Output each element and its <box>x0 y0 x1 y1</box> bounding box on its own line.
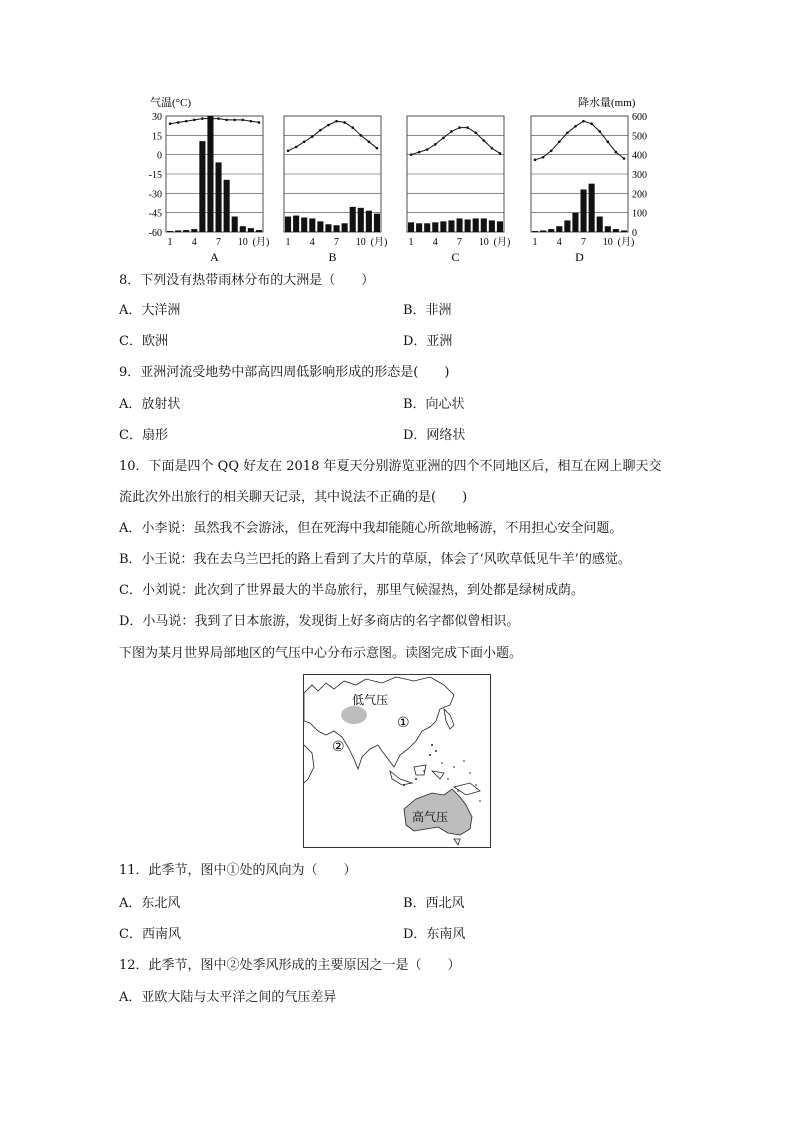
temperature-point <box>582 120 585 123</box>
month-tick-label: 10 <box>602 237 613 248</box>
month-tick-label: 4 <box>191 237 197 248</box>
temperature-point <box>209 117 212 120</box>
temperature-point <box>303 140 306 143</box>
japan-islands <box>444 709 454 729</box>
temperature-point <box>442 137 445 140</box>
month-tick-label: 10 <box>478 237 489 248</box>
precip-bar <box>597 217 603 232</box>
temperature-line <box>288 121 377 151</box>
temperature-point <box>474 131 477 134</box>
temperature-point <box>376 147 379 150</box>
temperature-point <box>491 147 494 150</box>
pressure-map <box>303 674 491 848</box>
precip-bar <box>199 141 205 232</box>
q8-option-d[interactable]: D．亚洲 <box>403 334 453 349</box>
precip-tick-label: 200 <box>632 189 647 201</box>
temperature-line <box>170 119 259 124</box>
month-tick-label: (月) <box>252 237 270 248</box>
q12-option-a[interactable]: A．亚欧大陆与太平洋之间的气压差异 <box>119 990 337 1005</box>
temp-tick-label: -45 <box>148 208 162 220</box>
precip-bar <box>207 116 213 232</box>
precip-bar <box>342 223 348 232</box>
temperature-point <box>368 140 371 143</box>
precip-tick-label: 600 <box>632 112 647 123</box>
month-tick-label: 10 <box>355 237 366 248</box>
temperature-point <box>233 119 236 122</box>
tasmania <box>454 839 460 845</box>
question-8-stem: 8．下列没有热带雨林分布的大洲是（ ） <box>119 273 375 288</box>
q11-option-a[interactable]: A．东北风 <box>119 896 181 911</box>
low-pressure-area <box>341 706 367 724</box>
temperature-point <box>466 126 469 129</box>
precip-bar <box>216 162 222 232</box>
q10-option-b[interactable]: B．小王说：我在去乌兰巴托的路上看到了大片的草原，体会了‘风吹草低见牛羊’的感觉。 <box>119 552 631 567</box>
precip-bar <box>183 230 189 232</box>
precip-bar <box>440 221 446 232</box>
temperature-point <box>319 129 322 132</box>
precip-tick-label: 300 <box>632 170 647 181</box>
temperature-point <box>343 121 346 124</box>
temperature-point <box>295 146 298 149</box>
temperature-point <box>250 120 253 123</box>
right-axis-label: 降水量(mm) <box>578 97 636 109</box>
temp-tick-label: -30 <box>148 189 162 201</box>
precip-bar <box>256 230 262 232</box>
precip-bar <box>325 224 331 232</box>
marker-2: ② <box>332 740 345 755</box>
temp-tick-label: -60 <box>148 228 162 239</box>
temperature-line <box>411 128 500 155</box>
precip-bar <box>285 217 291 232</box>
chart-label: C <box>451 250 460 264</box>
q9-option-b[interactable]: B．向心状 <box>403 397 465 412</box>
temperature-point <box>606 140 609 143</box>
q11-option-c[interactable]: C．西南风 <box>119 927 181 942</box>
temperature-point <box>434 143 437 146</box>
temperature-point <box>311 135 314 138</box>
precip-bar <box>613 229 619 232</box>
map-intro-text: 下图为某月世界局部地区的气压中心分布示意图。读图完成下面小题。 <box>119 646 523 661</box>
precip-bar <box>497 221 503 232</box>
temperature-point <box>623 157 626 160</box>
precip-bar <box>432 222 438 232</box>
precipitation-axis <box>632 112 647 239</box>
marker-1: ① <box>397 716 410 731</box>
precip-tick-label: 100 <box>632 208 647 220</box>
precip-bar <box>605 226 611 232</box>
temperature-point <box>450 130 453 133</box>
temperature-point <box>351 126 354 129</box>
precip-tick-label: 400 <box>632 150 647 162</box>
q10-option-a[interactable]: A．小李说：虽然我不会游泳，但在死海中我却能随心所欲地畅游，不用担心安全问题。 <box>119 521 623 536</box>
month-tick-label: 7 <box>581 237 587 248</box>
q11-option-d[interactable]: D．东南风 <box>403 927 466 942</box>
month-tick-label: 4 <box>556 237 562 248</box>
left-axis-label: 气温(°C) <box>150 97 192 109</box>
month-tick-label: 1 <box>167 237 173 248</box>
month-tick-label: 7 <box>216 237 222 248</box>
precip-bar <box>489 220 495 232</box>
month-tick-label: 10 <box>237 237 248 248</box>
climate-chart-d <box>531 116 634 264</box>
question-10-stem-line-1: 10．下面是四个 QQ 好友在 2018 年夏天分别游览亚洲的四个不同地区后，相互在网上聊天交 <box>119 459 662 474</box>
month-tick-label: (月) <box>617 237 635 248</box>
precip-bar <box>309 218 315 232</box>
month-tick-label: 1 <box>532 237 538 248</box>
precip-bar <box>358 208 364 232</box>
question-9-stem: 9．亚洲河流受地势中部高四周低影响形成的形态是( ) <box>119 365 450 380</box>
temperature-point <box>558 140 561 143</box>
climate-chart-b <box>284 116 387 264</box>
temperature-point <box>410 153 413 156</box>
precip-bar <box>248 228 254 232</box>
precip-bar <box>317 221 323 232</box>
chart-label: A <box>210 250 219 264</box>
q8-option-b[interactable]: B．非洲 <box>403 303 452 318</box>
precip-bar <box>540 230 546 232</box>
precip-bar <box>167 231 173 232</box>
precip-bar <box>581 189 587 232</box>
temperature-point <box>287 150 290 153</box>
indonesia-islands <box>390 765 444 785</box>
precip-bar <box>532 231 538 232</box>
month-tick-label: (月) <box>370 237 388 248</box>
chart-label: D <box>575 250 584 264</box>
q10-option-d[interactable]: D．小马说：我到了日本旅游，发现街上好多商店的名字都似曾相识。 <box>119 614 520 629</box>
asia-coastline <box>304 677 454 769</box>
precip-bar <box>350 207 356 232</box>
q10-option-c[interactable]: C．小刘说：此次到了世界最大的半岛旅行，那里气候湿热，到处都是绿树成荫。 <box>119 583 584 598</box>
temp-tick-label: 30 <box>152 112 162 123</box>
temperature-point <box>458 126 461 129</box>
temperature-point <box>327 124 330 127</box>
temperature-point <box>201 117 204 120</box>
precip-bar <box>481 218 487 232</box>
temperature-point <box>590 122 593 125</box>
temp-tick-label: 0 <box>157 150 162 162</box>
question-11-stem: 11．此季节，图中①处的风向为（ ） <box>119 863 357 878</box>
climate-chart-c <box>407 116 510 264</box>
low-pressure-label: 低气压 <box>352 693 389 707</box>
question-12-stem: 12．此季节，图中②处季风形成的主要原因之一是（ ） <box>119 958 461 973</box>
precip-bar <box>548 229 554 232</box>
month-tick-label: 4 <box>432 237 438 248</box>
question-10-stem-line-2: 流此次外出旅行的相关聊天记录，其中说法不正确的是( ) <box>119 490 468 505</box>
temperature-point <box>241 119 244 122</box>
q8-option-c[interactable]: C．欧洲 <box>119 334 168 349</box>
high-pressure-label: 高气压 <box>412 810 449 824</box>
temperature-point <box>566 131 569 134</box>
precip-bar <box>240 226 246 232</box>
month-tick-label: 4 <box>309 237 315 248</box>
precip-bar <box>416 223 422 232</box>
africa-coastline <box>304 745 314 783</box>
q9-option-d[interactable]: D．网络状 <box>403 428 466 443</box>
temperature-point <box>335 120 338 123</box>
precip-bar <box>465 219 471 232</box>
temperature-point <box>217 117 220 120</box>
temperature-point <box>542 156 545 159</box>
precip-tick-label: 0 <box>632 228 637 239</box>
month-tick-label: 1 <box>408 237 414 248</box>
climate-chart-a <box>166 116 269 264</box>
climate-charts-figure <box>140 94 650 264</box>
temperature-point <box>258 121 261 124</box>
month-tick-label: 1 <box>285 237 291 248</box>
precip-bar <box>473 218 479 232</box>
precip-bar <box>424 223 430 232</box>
precip-bar <box>334 225 340 232</box>
temperature-axis <box>149 112 162 239</box>
temperature-point <box>574 125 577 128</box>
precip-bar <box>448 220 454 232</box>
temperature-point <box>225 119 228 122</box>
q11-option-b[interactable]: B．西北风 <box>403 896 465 911</box>
precip-bar <box>366 211 372 232</box>
temperature-point <box>499 152 502 155</box>
temperature-point <box>426 148 429 151</box>
temperature-point <box>550 150 553 153</box>
precip-bar <box>224 180 230 232</box>
month-tick-label: (月) <box>493 237 511 248</box>
temp-tick-label: 15 <box>152 131 162 143</box>
q9-option-c[interactable]: C．扇形 <box>119 428 168 443</box>
temperature-line <box>535 121 624 160</box>
temp-tick-label: -15 <box>148 170 162 181</box>
q8-option-a[interactable]: A．大洋洲 <box>119 303 181 318</box>
temperature-point <box>185 120 188 123</box>
temperature-point <box>615 151 618 154</box>
precip-bar <box>408 222 414 232</box>
precip-bar <box>293 216 299 232</box>
precip-bar <box>621 230 627 232</box>
precip-bar <box>191 229 197 232</box>
precip-bar <box>232 217 238 232</box>
precip-bar <box>572 213 578 232</box>
temperature-point <box>418 151 421 154</box>
pressure-map-drawing <box>304 675 491 848</box>
precip-bar <box>457 218 463 232</box>
precip-bar <box>564 220 570 232</box>
temperature-point <box>534 159 537 162</box>
month-tick-label: 7 <box>457 237 463 248</box>
precip-bar <box>556 226 562 232</box>
climate-panels <box>166 116 634 264</box>
q9-option-a[interactable]: A．放射状 <box>119 397 181 412</box>
temperature-point <box>359 134 362 137</box>
temperature-point <box>598 130 601 133</box>
precip-bar <box>374 214 380 232</box>
precip-tick-label: 500 <box>632 131 647 143</box>
month-tick-label: 7 <box>334 237 340 248</box>
temperature-point <box>169 122 172 125</box>
temperature-point <box>482 139 485 142</box>
precip-bar <box>175 230 181 232</box>
precip-bar <box>589 184 595 232</box>
temperature-point <box>177 121 180 124</box>
chart-label: B <box>328 250 337 264</box>
temperature-point <box>193 119 196 122</box>
precip-bar <box>301 218 307 233</box>
